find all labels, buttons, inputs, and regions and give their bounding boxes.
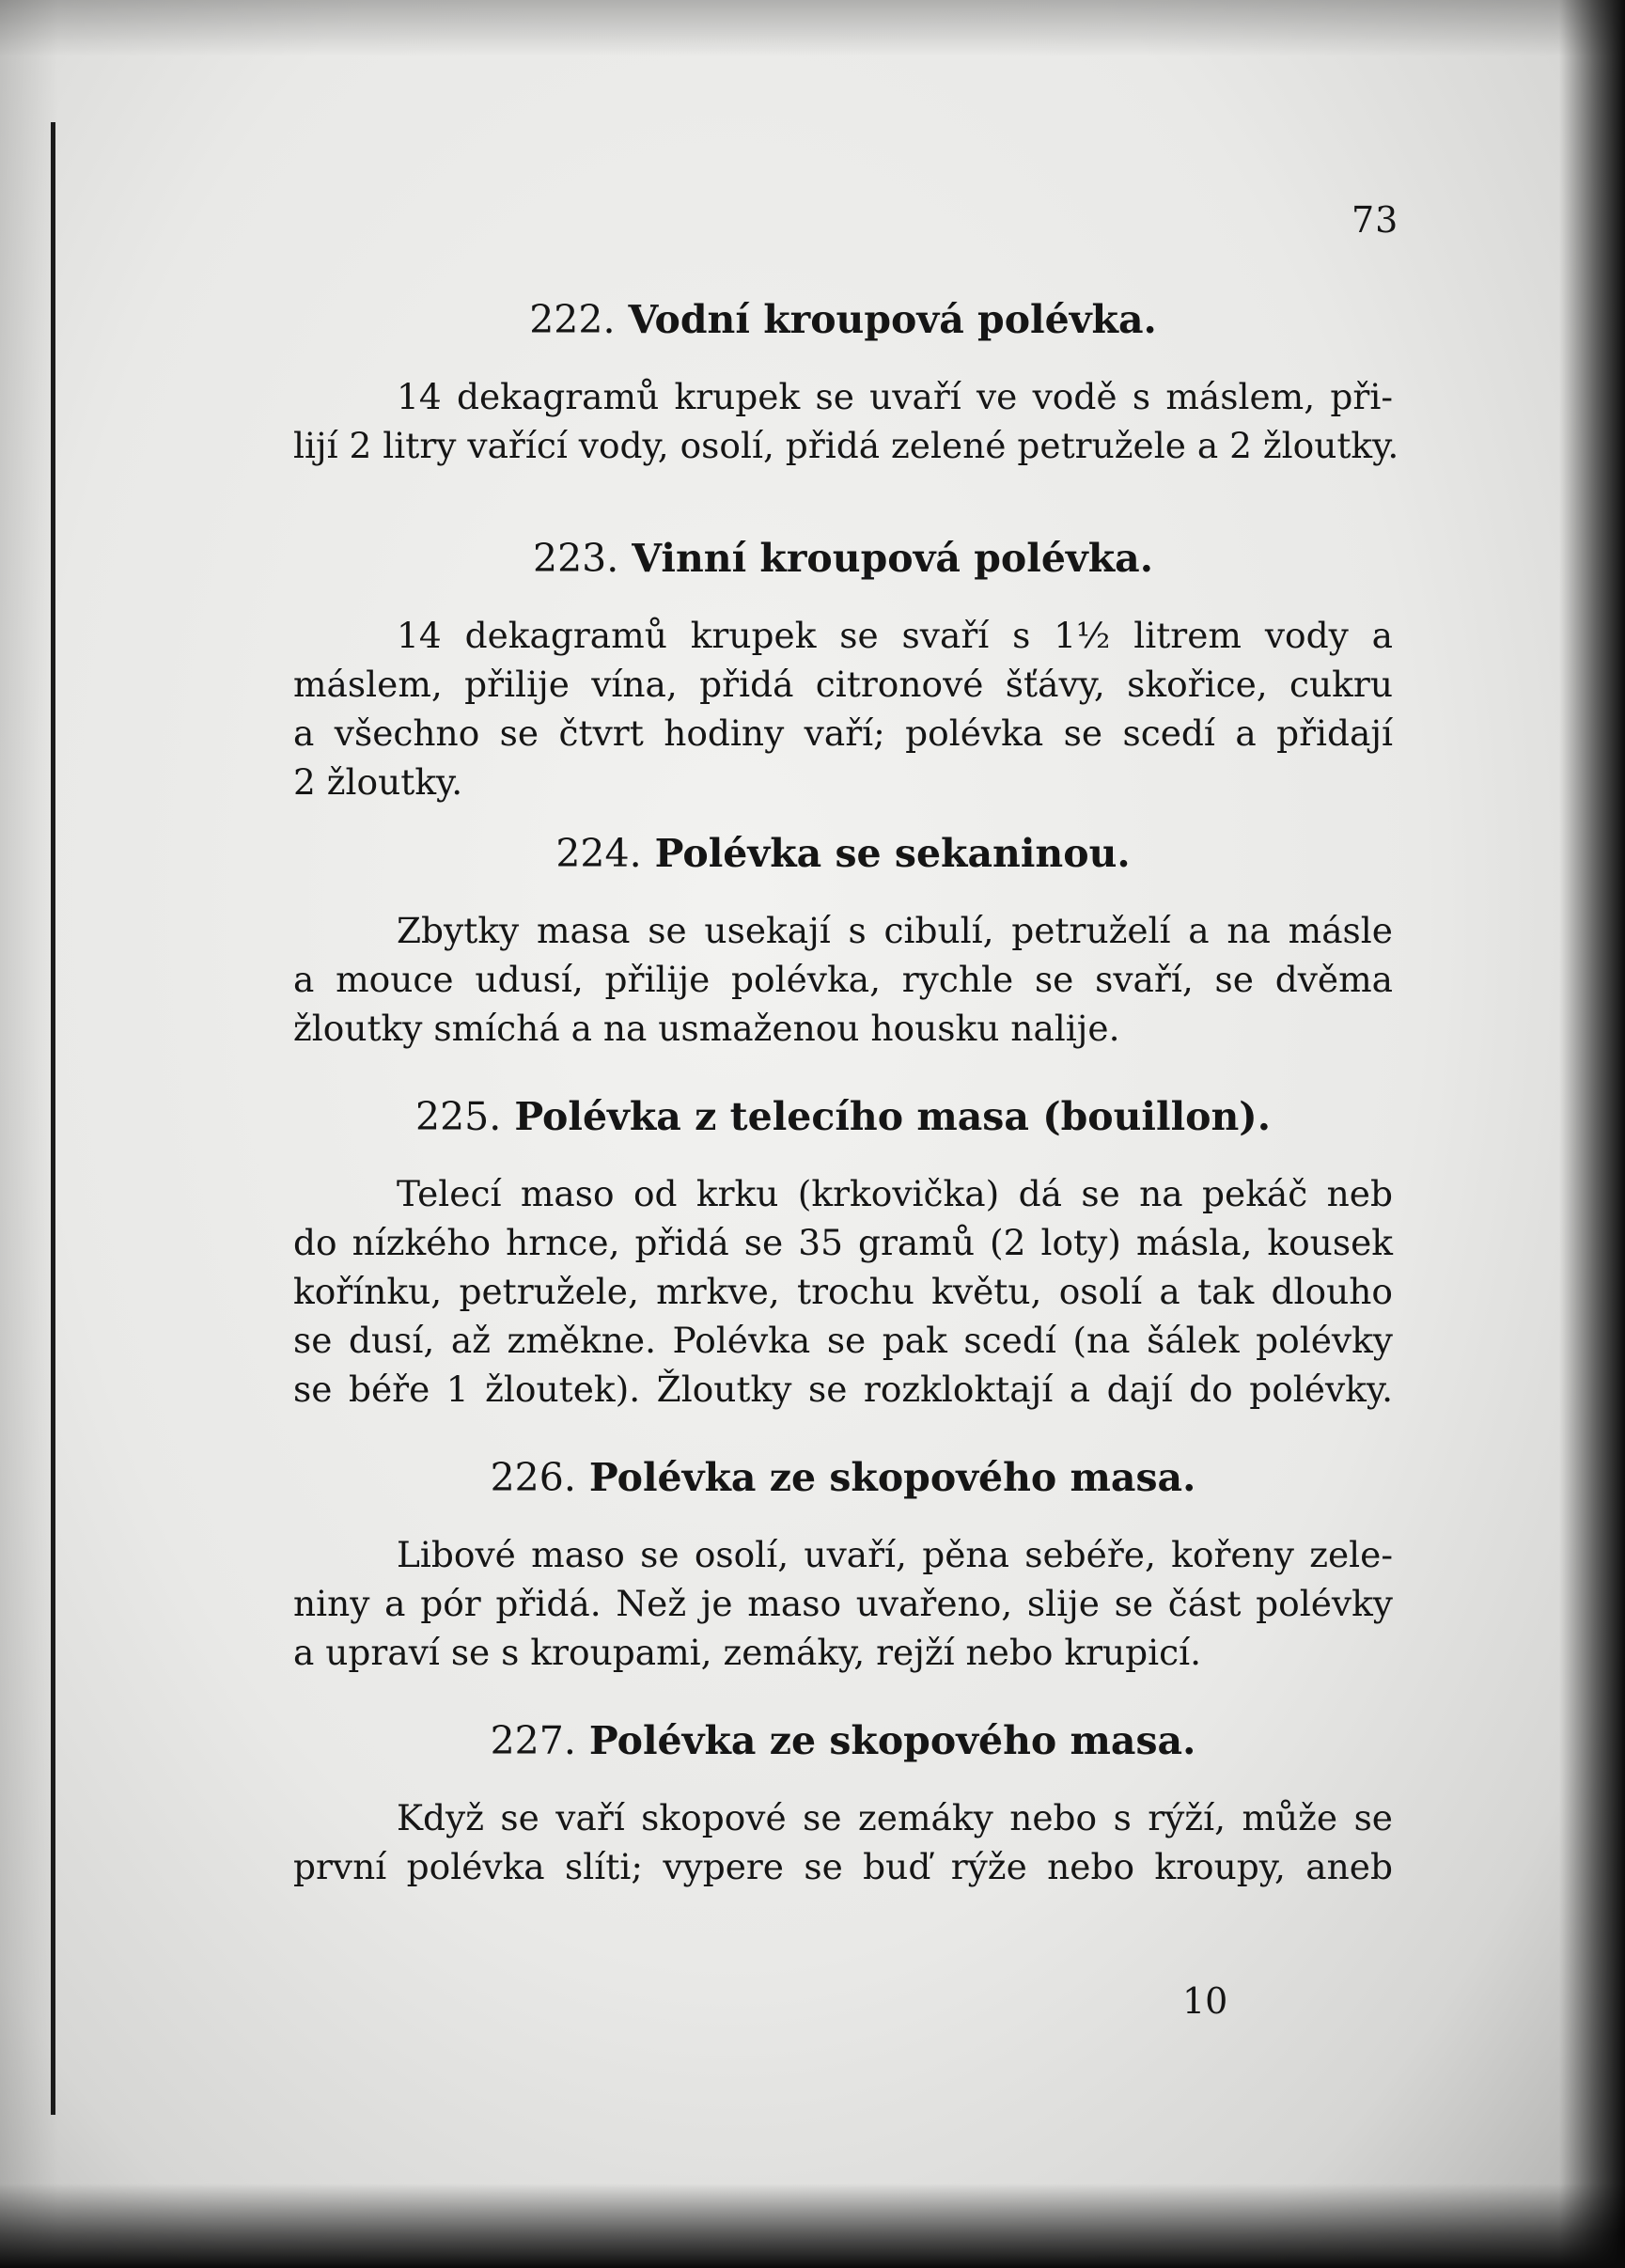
scan-top-edge	[0, 0, 1625, 56]
text-line: 2 žloutky.	[293, 761, 463, 803]
text-line: Telecí maso od krku (krkovička) dá se na pekáč neb	[397, 1173, 1393, 1214]
text-line: se dusí, až změkne. Polévka se pak scedí (na šálek polévky	[293, 1320, 1393, 1361]
text-line: máslem, přilije vína, přidá citronové šťávy, skořice, cukru	[293, 664, 1393, 705]
text-line: Zbytky masa se usekají s cibulí, petruželí a na másle	[397, 910, 1393, 951]
scan-right-edge	[1559, 0, 1625, 2268]
text-line: a mouce udusí, přilije polévka, rychle se svaří, se dvěma	[293, 959, 1393, 1000]
text-line: kořínku, petružele, mrkve, trochu květu, osolí a tak dlouho	[293, 1271, 1393, 1312]
recipe-title: Polévka ze skopového masa.	[588, 1455, 1196, 1500]
recipe-226	[293, 1451, 1393, 1677]
recipe-number: 227.	[490, 1718, 576, 1763]
text-line: první polévka slíti; vypere se buď rýže nebo kroupy, aneb	[293, 1846, 1393, 1887]
recipe-heading	[293, 293, 1393, 346]
recipe-text	[293, 293, 1399, 1891]
recipe-title: Polévka se sekaninou.	[654, 831, 1131, 876]
recipe-title: Vodní kroupová polévka.	[628, 297, 1157, 342]
recipe-title: Polévka z telecího masa (bouillon).	[514, 1094, 1271, 1139]
recipe-title: Vinní kroupová polévka.	[632, 536, 1154, 581]
recipe-223	[293, 532, 1393, 806]
recipe-number: 222.	[529, 297, 616, 342]
recipe-heading	[293, 1090, 1393, 1143]
recipe-225	[293, 1090, 1393, 1414]
text-line: Libové maso se osolí, uvaří, pěna sebéře, kořeny zele-	[397, 1534, 1393, 1575]
page-number: 73	[1352, 199, 1399, 241]
text-line: lijí 2 litry vařící vody, osolí, přidá zelené petružele a 2 žloutky.	[293, 425, 1399, 466]
recipe-title: Polévka ze skopového masa.	[588, 1718, 1196, 1763]
recipe-number: 226.	[490, 1455, 576, 1500]
text-line: niny a pór přidá. Než je maso uvařeno, slije se část polévky	[293, 1583, 1393, 1624]
recipe-227	[293, 1714, 1393, 1891]
text-line: se béře 1 žloutek). Žloutky se rozkloktají a dají do polévky.	[293, 1369, 1393, 1410]
recipe-number: 225.	[415, 1094, 502, 1139]
text-line: 14 dekagramů krupek se uvaří ve vodě s máslem, při-	[397, 376, 1393, 417]
recipe-heading	[293, 532, 1393, 585]
recipe-heading	[293, 827, 1393, 880]
recipe-number: 223.	[532, 536, 619, 581]
recipe-heading	[293, 1451, 1393, 1504]
text-line: a upraví se s kroupami, zemáky, rejží nebo krupicí.	[293, 1632, 1202, 1673]
recipe-number: 224.	[555, 831, 642, 876]
text-line: a všechno se čtvrt hodiny vaří; polévka se scedí a přidají	[293, 712, 1393, 754]
recipe-heading	[293, 1714, 1393, 1767]
text-line: Když se vaří skopové se zemáky nebo s rýží, může se	[397, 1797, 1393, 1838]
recipe-222	[293, 293, 1399, 470]
printer-signature-mark: 10	[1182, 1980, 1228, 2022]
recipe-224	[293, 827, 1393, 1053]
text-line: do nízkého hrnce, přidá se 35 gramů (2 loty) másla, kousek	[293, 1222, 1393, 1263]
text-line: 14 dekagramů krupek se svaří s 1½ litrem vody a	[397, 615, 1393, 656]
text-line: žloutky smíchá a na usmaženou housku nalije.	[293, 1008, 1120, 1049]
binding-edge	[51, 122, 55, 2115]
scan-bottom-edge	[0, 2183, 1625, 2268]
gutter-shadow	[0, 0, 58, 2268]
